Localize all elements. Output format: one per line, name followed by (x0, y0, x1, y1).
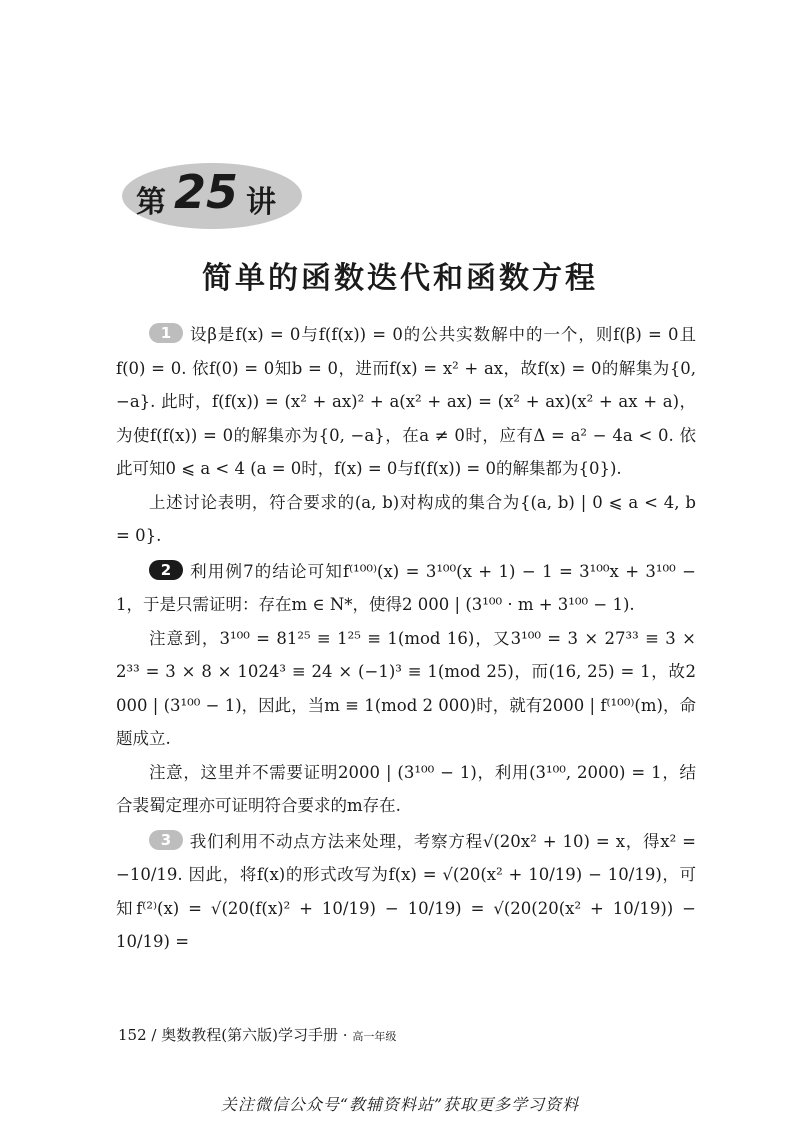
chapter-number: 25 (174, 165, 239, 219)
problem-number-badge: 2 (149, 560, 183, 580)
footer-separator: / (151, 1026, 157, 1044)
chapter-suffix: 讲 (246, 185, 276, 220)
problem-2 (116, 555, 696, 823)
problem-number-badge: 1 (149, 323, 183, 343)
grade-label: 高一年级 (352, 1030, 397, 1043)
problem-2-paragraph-3: 注意，这里并不需要证明2000 | (3¹⁰⁰ − 1)，利用(3¹⁰⁰, 2000) = 1，结合裴蜀定理亦可证明符合要求的m存在. (116, 762, 696, 815)
problem-2-paragraph-1 (116, 555, 696, 622)
promo-text: 关注微信公众号“教辅资料站”获取更多学习资料 (220, 1095, 580, 1114)
book-title: 奥数教程(第六版)学习手册 (161, 1026, 338, 1044)
problem-1 (116, 318, 696, 553)
footer-dot: · (342, 1026, 348, 1044)
problem-3 (116, 825, 696, 959)
paragraph-text: 利用例7的结论可知f⁽¹⁰⁰⁾(x) = 3¹⁰⁰(x + 1) − 1 = 3¹⁰⁰x + 3¹⁰⁰ − 1，于是只需证明：存在m ∈ N*，使得2 000 | (3¹⁰⁰ · m + 3¹⁰⁰ − 1). (116, 561, 696, 614)
problem-3-paragraph-1 (116, 825, 696, 959)
problem-number-badge: 3 (149, 830, 183, 850)
chapter-prefix: 第 (136, 185, 166, 220)
page-title: 简单的函数迭代和函数方程 (202, 261, 598, 296)
solutions-body (116, 318, 696, 959)
problem-1-paragraph-2: 上述讨论表明，符合要求的(a, b)对构成的集合为{(a, b) | 0 ⩽ a < 4, b = 0}. (116, 492, 696, 545)
page-footer (118, 1024, 396, 1045)
page-number: 152 (118, 1026, 147, 1044)
problem-2-paragraph-2: 注意到，3¹⁰⁰ = 81²⁵ ≡ 1²⁵ ≡ 1(mod 16)，又3¹⁰⁰ = 3 × 27³³ ≡ 3 × 2³³ = 3 × 8 × 1024³ ≡ 24 × (−1)³ ≡ 1(mod 25)，而(16, 25) = 1，故2 000 | (3¹⁰⁰ − 1)，因此，当m ≡ 1(mod 2 000)时，就有2000 | f⁽¹⁰⁰⁾(m)，命题成立. (116, 628, 696, 748)
paragraph-text: 我们利用不动点方法来处理，考察方程√(20x² + 10) = x，得x² = −10/19. 因此，将f(x)的形式改写为f(x) = √(20(x² + 10/19) − 10/19)，可知f⁽²⁾(x) = √(20(f(x)² + 10/19) − 10/19) = √(20(20(x² + 10/19)) − 10/19) = (116, 831, 696, 951)
chapter-badge (122, 163, 302, 229)
problem-1-paragraph-1 (116, 318, 696, 486)
paragraph-text: 设β是f(x) = 0与f(f(x)) = 0的公共实数解中的一个，则f(β) = 0且f(0) = 0. 依f(0) = 0知b = 0，进而f(x) = x² + ax，故f(x) = 0的解集为{0, −a}. 此时，f(f(x)) = (x² + ax)² + a(x² + ax) = (x² + ax)(x² + ax + a)，为使f(f(x)) = 0的解集亦为{0, −a}，在a ≠ 0时，应有Δ = a² − 4a < 0. 依此可知0 ⩽ a < 4 (a = 0时，f(x) = 0与f(f(x)) = 0的解集都为{0}). (116, 325, 696, 478)
